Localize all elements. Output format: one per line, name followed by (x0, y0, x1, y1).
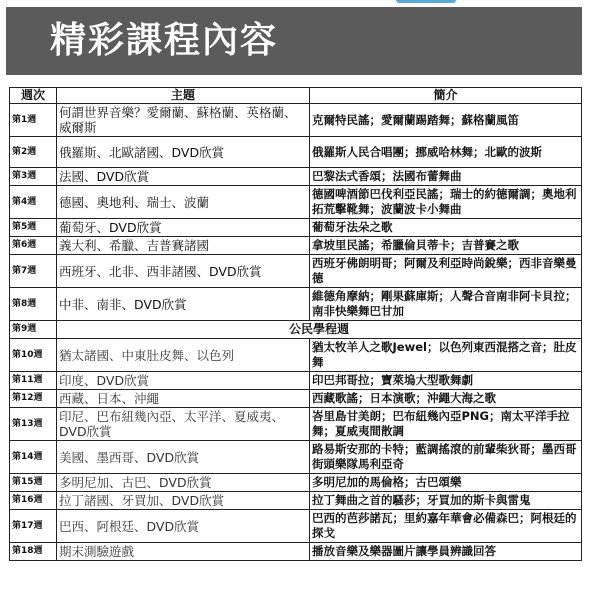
topic-cell: 西藏、日本、沖繩 (57, 390, 310, 408)
table-row (10, 543, 582, 561)
intro-cell: 多明尼加的馬倫格；古巴頌樂 (310, 474, 582, 492)
intro-cell: 西藏歌謠；日本演歌；沖繩大海之歌 (310, 390, 582, 408)
intro-cell: 路易斯安那的卡特；藍調搖滾的前輩柴狄哥；墨西哥街頭樂隊馬利亞奇 (310, 441, 582, 474)
table-row (10, 339, 582, 372)
intro-cell: 峇里島甘美朗；巴布紐幾內亞PNG；南太平洋手拉舞；夏威夷間散調 (310, 408, 582, 441)
intro-cell: 巴西的芭莎諾瓦；里約嘉年華會必備森巴；阿根廷的探戈 (310, 510, 582, 543)
topic-cell: 俄羅斯、北歐諸國、DVD欣賞 (57, 137, 310, 168)
intro-cell: 印巴邦哥拉；寶萊塢大型歌舞劇 (310, 372, 582, 390)
week-cell: 第2週 (10, 137, 57, 168)
table-row (10, 104, 582, 137)
topic-cell: 猶太諸國、中東肚皮舞、以色列 (57, 339, 310, 372)
topic-cell: 中非、南非、DVD欣賞 (57, 288, 310, 321)
week-cell: 第8週 (10, 288, 57, 321)
topic-cell: 葡萄牙、DVD欣賞 (57, 219, 310, 237)
table-row (10, 441, 582, 474)
week-cell: 第10週 (10, 339, 57, 372)
topic-cell: 德國、奧地利、瑞士、波蘭 (57, 186, 310, 219)
topic-cell: 印尼、巴布紐幾內亞、太平洋、夏威夷、DVD欣賞 (57, 408, 310, 441)
intro-cell: 維德角摩納；剛果蘇庫斯；人聲合音南非阿卡貝拉；南非快樂舞巴甘加 (310, 288, 582, 321)
intro-cell: 西班牙佛朗明哥；阿爾及利亞時尚銳樂；西非音樂曼德 (310, 255, 582, 288)
week-cell: 第11週 (10, 372, 57, 390)
top-accent-bar (396, 0, 456, 3)
table-row (10, 137, 582, 168)
topic-cell: 法國、DVD欣賞 (57, 168, 310, 186)
week-cell: 第17週 (10, 510, 57, 543)
topic-cell: 美國、墨西哥、DVD欣賞 (57, 441, 310, 474)
intro-cell: 猶太牧羊人之歌Jewel；以色列東西混搭之音；肚皮舞 (310, 339, 582, 372)
intro-cell: 德國啤酒節巴伐利亞民謠；瑞士的約德爾調；奧地利拓荒擊靴舞；波蘭波卡小舞曲 (310, 186, 582, 219)
week-cell: 第15週 (10, 474, 57, 492)
intro-cell: 葡萄牙法朵之歌 (310, 219, 582, 237)
table-row (10, 474, 582, 492)
topic-cell: 拉丁諸國、牙買加、DVD欣賞 (57, 492, 310, 510)
week-cell: 第6週 (10, 237, 57, 255)
table-row (10, 186, 582, 219)
topic-cell: 義大利、希臘、吉普賽諸國 (57, 237, 310, 255)
week-cell: 第7週 (10, 255, 57, 288)
week-cell: 第16週 (10, 492, 57, 510)
table-row (10, 372, 582, 390)
header-week: 週次 (10, 88, 57, 104)
intro-cell: 俄羅斯人民合唱團；挪威哈林舞；北歐的波斯 (310, 137, 582, 168)
week-cell: 第12週 (10, 390, 57, 408)
intro-cell: 拉丁舞曲之首的騷莎；牙買加的斯卡與雷鬼 (310, 492, 582, 510)
table-row (10, 219, 582, 237)
topic-cell: 期末測驗遊戲 (57, 543, 310, 561)
course-schedule-table (9, 87, 582, 561)
intro-cell: 克爾特民謠；愛爾蘭踢踏舞；蘇格蘭風笛 (310, 104, 582, 137)
intro-cell: 拿坡里民謠；希臘倫貝蒂卡；吉普賽之歌 (310, 237, 582, 255)
page-title: 精彩課程內容 (50, 20, 279, 61)
topic-cell: 何謂世界音樂？愛爾蘭、蘇格蘭、英格蘭、威爾斯 (57, 104, 310, 137)
table-row (10, 255, 582, 288)
table-row (10, 288, 582, 321)
topic-cell: 巴西、阿根廷、DVD欣賞 (57, 510, 310, 543)
table-row (10, 237, 582, 255)
table-row (10, 168, 582, 186)
week-cell: 第13週 (10, 408, 57, 441)
topic-cell: 印度、DVD欣賞 (57, 372, 310, 390)
intro-cell: 巴黎法式香頌；法國布蕾舞曲 (310, 168, 582, 186)
week-cell: 第5週 (10, 219, 57, 237)
table-row (10, 321, 582, 339)
topic-cell: 多明尼加、古巴、DVD欣賞 (57, 474, 310, 492)
topic-cell: 西班牙、北非、西非諸國、DVD欣賞 (57, 255, 310, 288)
intro-cell: 播放音樂及樂器圖片讓學員辨識回答 (310, 543, 582, 561)
week-cell: 第14週 (10, 441, 57, 474)
table-row (10, 492, 582, 510)
week-cell: 第9週 (10, 321, 57, 339)
week-cell: 第3週 (10, 168, 57, 186)
table-header-row (10, 88, 582, 104)
header-topic: 主題 (57, 88, 310, 104)
civic-week-cell: 公民學程週 (57, 321, 582, 339)
week-cell: 第1週 (10, 104, 57, 137)
title-banner (6, 7, 582, 75)
table-row (10, 510, 582, 543)
table-row (10, 390, 582, 408)
header-intro: 簡介 (310, 88, 582, 104)
week-cell: 第18週 (10, 543, 57, 561)
table-row (10, 408, 582, 441)
week-cell: 第4週 (10, 186, 57, 219)
